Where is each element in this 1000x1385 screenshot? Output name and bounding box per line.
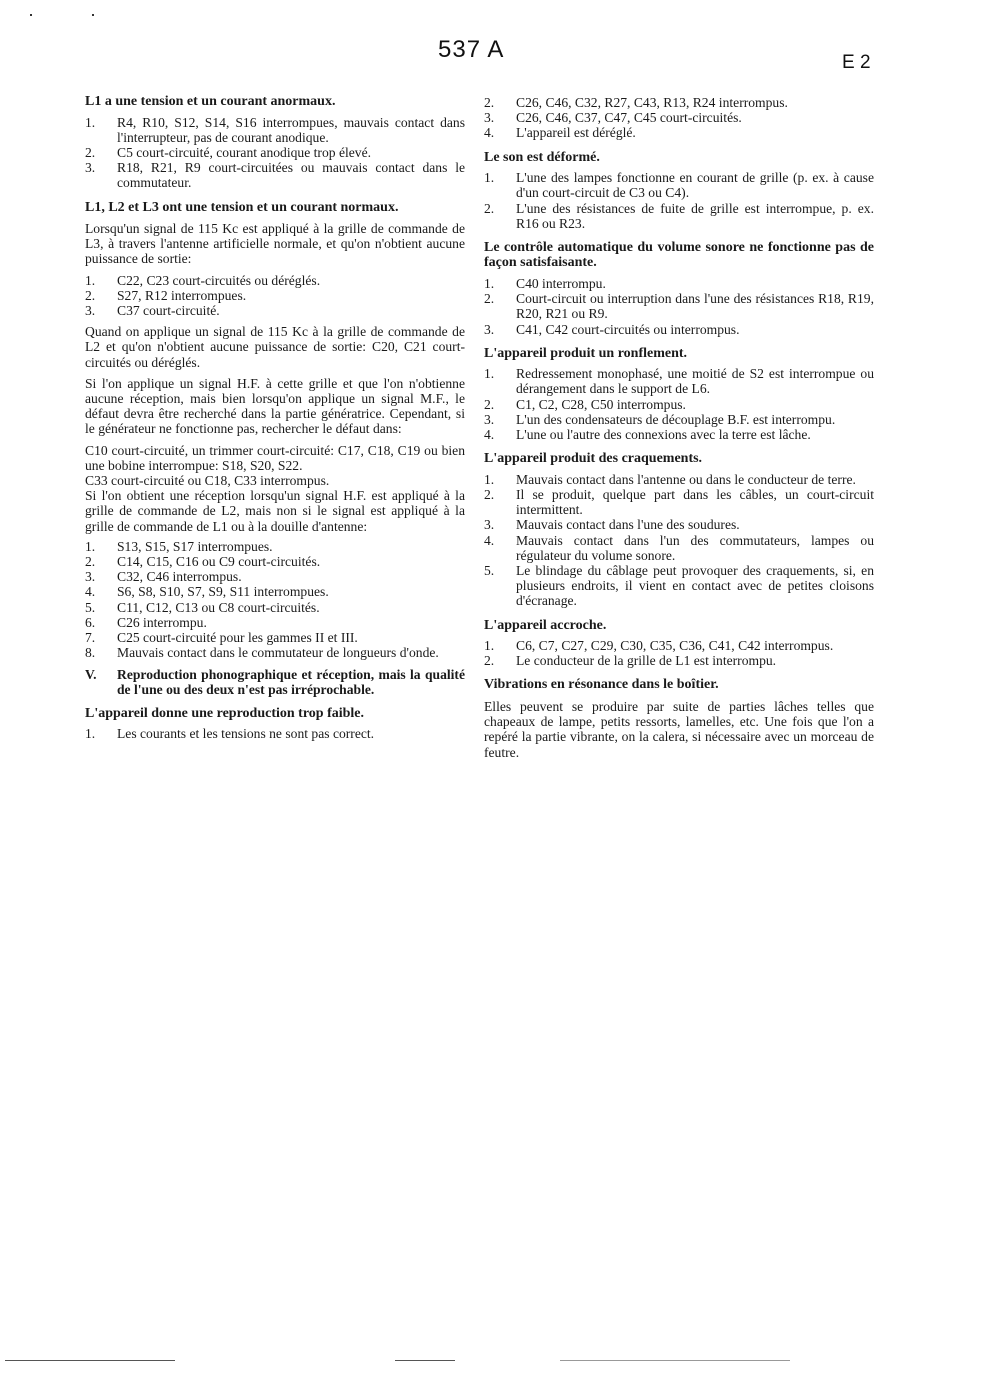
left-column — [85, 85, 465, 748]
item-number: 2. — [85, 144, 96, 160]
item-number: 1. — [85, 114, 96, 130]
item-number: 2. — [85, 287, 96, 303]
item-text: Mauvais contact dans l'une des soudures. — [516, 517, 740, 533]
section-heading: Le son est déformé. — [484, 149, 600, 165]
list-item — [85, 539, 465, 554]
list-item — [484, 412, 874, 427]
item-text: Mauvais contact dans l'antenne ou dans le conducteur de terre. — [516, 471, 856, 487]
list-item — [85, 145, 465, 160]
list-item — [85, 288, 465, 303]
list-item — [484, 276, 874, 291]
item-text: C41, C42 court-circuités ou interrompus. — [516, 321, 740, 337]
item-number: 1. — [85, 726, 96, 742]
list-item — [484, 653, 874, 668]
paragraph: Quand on applique un signal de 115 Kc à la grille de commande de L2 et qu'on n'obtient aucune puissance de sortie: C20, C21 court-circuités ou déréglés. — [85, 324, 465, 370]
item-text: C26, C46, C37, C47, C45 court-circuités. — [516, 110, 742, 126]
item-number: 2. — [484, 486, 495, 502]
numbered-list — [484, 472, 874, 609]
section-heading: L'appareil accroche. — [484, 617, 607, 633]
item-number: 2. — [484, 200, 495, 216]
item-text: C25 court-circuité pour les gammes II et III. — [117, 630, 358, 646]
item-number: 3. — [484, 110, 495, 126]
item-number: 3. — [85, 303, 96, 319]
list-item — [85, 303, 465, 318]
item-text: Il se produit, quelque part dans les câbles, un court-circuit intermittent. — [516, 486, 874, 518]
item-text: Les courants et les tensions ne sont pas correct. — [117, 726, 375, 742]
item-text: Reproduction phonographique et réception, mais la qualité de l'une ou des deux n'est pas irréprochable. — [117, 666, 465, 697]
item-text: C5 court-circuité, courant anodique trop élevé. — [117, 144, 372, 160]
scan-speck — [92, 14, 94, 16]
right-column — [484, 90, 874, 766]
item-text: L'une des lampes fonctionne en courant de grille (p. ex. à cause d'un court-circuit de C3 ou C4). — [516, 170, 874, 201]
paragraph: Si l'on applique un signal H.F. à cette grille et que l'on n'obtienne aucune réception, mais bien lorsqu'on applique un signal M.F., le défaut devra être recherché dans la partie génératrice. Cependant, si le générateur ne fonctionne pas, rechercher le défaut dans: — [85, 375, 465, 437]
item-number: 1. — [484, 471, 495, 487]
item-number: 4. — [484, 125, 495, 141]
page-number: 537 A — [438, 36, 505, 63]
list-item — [484, 201, 874, 231]
list-item — [484, 170, 874, 200]
item-text: C26 interrompu. — [117, 614, 207, 630]
item-text: L'une des résistances de fuite de grille est interrompue, p. ex. R16 ou R23. — [516, 200, 874, 231]
paragraph: Elles peuvent se produire par suite de parties lâches telles que chapeaux de lampe, petits ressorts, lamelles, etc. Une fois que l'on a repéré la partie vibrante, on la calera, si nécessaire avec un morceau de feutre. — [484, 698, 874, 760]
item-text: S13, S15, S17 interrompues. — [117, 538, 273, 554]
numbered-list — [484, 366, 874, 442]
item-number: 6. — [85, 614, 96, 630]
section-heading: L'appareil donne une reproduction trop faible. — [85, 705, 365, 721]
scan-speck — [30, 14, 32, 16]
item-text: C22, C23 court-circuités ou déréglés. — [117, 272, 321, 288]
list-item — [484, 397, 874, 412]
item-text: R18, R21, R9 court-circuitées ou mauvais contact dans le commutateur. — [117, 160, 465, 191]
list-item — [85, 584, 465, 599]
item-number: 1. — [484, 366, 495, 382]
list-item — [484, 517, 874, 532]
scan-edge-line — [560, 1360, 790, 1361]
list-item — [85, 667, 465, 697]
item-text: L'appareil est déréglé. — [516, 125, 636, 141]
item-text: C6, C7, C27, C29, C30, C35, C36, C41, C42 interrompus. — [516, 638, 834, 654]
list-item — [484, 563, 874, 609]
list-item — [85, 160, 465, 190]
item-number: 3. — [484, 411, 495, 427]
item-number: 3. — [85, 160, 96, 176]
section-heading: L1, L2 et L3 ont une tension et un courant normaux. — [85, 199, 399, 215]
scan-edge-line — [395, 1360, 455, 1361]
item-text: C26, C46, C32, R27, C43, R13, R24 interrompus. — [516, 95, 788, 110]
item-number: 2. — [484, 95, 495, 110]
item-text: S6, S8, S10, S7, S9, S11 interrompues. — [117, 584, 329, 600]
item-text: C40 interrompu. — [516, 275, 606, 291]
list-item — [85, 645, 465, 660]
list-item — [484, 322, 874, 337]
item-text: C37 court-circuité. — [117, 303, 220, 319]
list-item — [484, 95, 874, 110]
item-number: 2. — [484, 653, 495, 669]
item-text: R4, R10, S12, S14, S16 interrompues, mauvais contact dans l'interrupteur, pas de courant anodique. — [117, 114, 465, 145]
item-text: C32, C46 interrompus. — [117, 569, 242, 585]
list-item — [484, 472, 874, 487]
list-item — [484, 533, 874, 563]
item-number: 1. — [85, 272, 96, 288]
paragraph: Lorsqu'un signal de 115 Kc est appliqué à la grille de commande de L3, à travers l'antenne artificielle normale, et qu'on n'obtient aucune puissance de sortie: — [85, 221, 465, 267]
list-item — [85, 554, 465, 569]
list-item — [484, 125, 874, 140]
item-text: Le conducteur de la grille de L1 est interrompu. — [516, 653, 777, 669]
paragraph: Si l'on obtient une réception lorsqu'un signal H.F. est appliqué à la grille de commande de L2, mais non si le signal est appliqué à la grille de commande de L1 ou à la douille d'antenne: — [85, 488, 465, 534]
list-item — [484, 110, 874, 125]
item-number: 7. — [85, 630, 96, 646]
list-item — [85, 600, 465, 615]
item-number: 3. — [484, 517, 495, 533]
list-item — [85, 273, 465, 288]
item-number: 4. — [484, 532, 495, 548]
item-number: V. — [85, 666, 97, 682]
item-text: Mauvais contact dans l'un des commutateurs, lampes ou régulateur du volume sonore. — [516, 532, 874, 563]
list-item — [85, 115, 465, 145]
item-number: 1. — [85, 538, 96, 554]
section-heading: Vibrations en résonance dans le boîtier. — [484, 677, 719, 693]
numbered-list — [85, 726, 465, 741]
item-text: L'un des condensateurs de découplage B.F. est interrompu. — [516, 411, 836, 427]
numbered-list — [85, 539, 465, 661]
item-text: Redressement monophasé, une moitié de S2 est interrompue ou dérangement dans le support de L6. — [516, 366, 874, 397]
section-heading: L'appareil produit un ronflement. — [484, 345, 688, 361]
numbered-list — [484, 276, 874, 337]
item-number: 5. — [85, 599, 96, 615]
item-text: S27, R12 interrompues. — [117, 287, 247, 303]
list-item — [484, 427, 874, 442]
numbered-list — [85, 667, 465, 697]
list-item — [484, 366, 874, 396]
item-number: 2. — [484, 291, 495, 307]
numbered-list — [85, 273, 465, 319]
item-number: 4. — [484, 427, 495, 443]
item-number: 1. — [484, 638, 495, 654]
item-number: 1. — [484, 275, 495, 291]
item-text: C14, C15, C16 ou C9 court-circuités. — [117, 554, 321, 570]
item-text: Mauvais contact dans le commutateur de longueurs d'onde. — [117, 645, 439, 661]
item-number: 1. — [484, 170, 495, 186]
section-heading: L'appareil produit des craquements. — [484, 451, 703, 467]
numbered-list — [484, 95, 874, 141]
section-heading: Le contrôle automatique du volume sonore ne fonctionne pas de façon satisfaisante. — [484, 239, 874, 271]
item-text: C1, C2, C28, C50 interrompus. — [516, 396, 686, 412]
item-number: 3. — [85, 569, 96, 585]
list-item — [484, 487, 874, 517]
scan-edge-line — [5, 1360, 175, 1361]
item-number: 2. — [484, 396, 495, 412]
numbered-list — [484, 170, 874, 231]
list-item — [85, 630, 465, 645]
item-text: Court-circuit ou interruption dans l'une des résistances R18, R19, R20, R21 ou R9. — [516, 291, 874, 322]
list-item — [484, 638, 874, 653]
item-text: Le blindage du câblage peut provoquer des craquements, si, en plusieurs endroits, il vient en contact avec de petites cloisons d'écranage. — [516, 562, 874, 609]
item-number: 3. — [484, 321, 495, 337]
list-item — [85, 726, 465, 741]
paragraph: C10 court-circuité, un trimmer court-circuité: C17, C18, C19 ou bien une bobine interrompue: S18, S20, S22. — [85, 442, 465, 473]
list-item — [85, 569, 465, 584]
numbered-list — [484, 638, 874, 668]
list-item — [85, 615, 465, 630]
item-number: 5. — [484, 562, 495, 578]
section-label: E 2 — [842, 52, 871, 73]
section-heading: L1 a une tension et un courant anormaux. — [85, 94, 336, 109]
item-text: C11, C12, C13 ou C8 court-circuités. — [117, 599, 320, 615]
item-text: L'une ou l'autre des connexions avec la terre est lâche. — [516, 427, 811, 443]
item-number: 2. — [85, 554, 96, 570]
item-number: 4. — [85, 584, 96, 600]
numbered-list — [85, 115, 465, 191]
paragraph: C33 court-circuité ou C18, C33 interrompus. — [85, 473, 330, 489]
item-number: 8. — [85, 645, 96, 661]
list-item — [484, 291, 874, 321]
